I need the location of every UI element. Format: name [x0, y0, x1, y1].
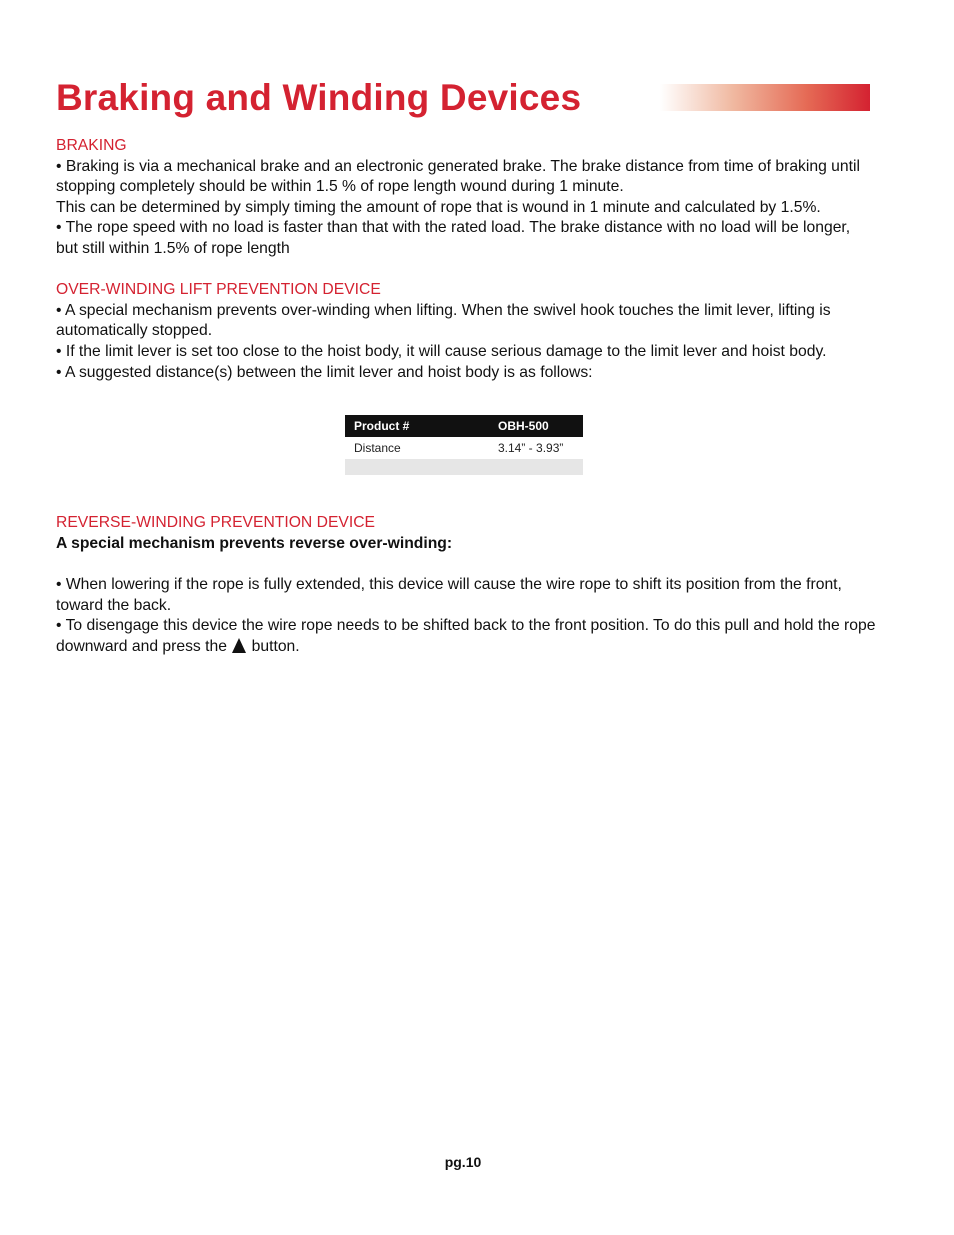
table-empty-row: [345, 459, 583, 475]
main-content: [56, 136, 876, 657]
page-title: Braking and Winding Devices: [56, 77, 582, 118]
title-gradient-bar: [660, 84, 870, 111]
reverse-winding-bold-line: A special mechanism prevents reverse over-winding:: [56, 534, 453, 552]
table-empty-cell: [498, 459, 583, 475]
reverse-winding-paragraph-1: • When lowering if the rope is fully extended, this device will cause the wire rope to shift its position from the front, toward the back.: [56, 575, 842, 614]
distance-table-wrapper: [345, 415, 583, 475]
spacer: [56, 260, 876, 281]
spacer: [56, 475, 876, 513]
up-triangle-icon: [232, 638, 246, 653]
table-row: [345, 437, 583, 459]
title-row: [56, 78, 870, 118]
over-winding-paragraph-2: • If the limit lever is set too close to the hoist body, it will cause serious damage to the limit lever and hoist body.: [56, 342, 827, 360]
reverse-winding-text-before: • To disengage this device the wire rope needs to be shifted back to the front position. To do this pull and hold the rope downward and press the: [56, 617, 876, 655]
reverse-winding-section: [56, 513, 876, 657]
table-empty-cell: [345, 459, 498, 475]
over-winding-heading: OVER-WINDING LIFT PREVENTION DEVICE: [56, 281, 381, 299]
braking-paragraph-1: • Braking is via a mechanical brake and an electronic generated brake. The brake distance from time of braking until stopping completely should be within 1.5 % of rope length wound during 1 minute.: [56, 157, 860, 196]
spacer: [56, 554, 876, 575]
table-cell-value: 3.14” - 3.93”: [498, 440, 564, 455]
braking-heading: BRAKING: [56, 137, 127, 154]
over-winding-section: [56, 280, 876, 383]
reverse-winding-text-after: button.: [251, 637, 300, 655]
braking-paragraph-2: This can be determined by simply timing the amount of rope that is wound in 1 minute and calculated by 1.5%.: [56, 198, 821, 216]
over-winding-paragraph-1: • A special mechanism prevents over-winding when lifting. When the swivel hook touches the limit lever, lifting is automatically stopped.: [56, 301, 831, 340]
over-winding-paragraph-3: • A suggested distance(s) between the limit lever and hoist body is as follows:: [56, 363, 593, 381]
braking-section: [56, 136, 876, 260]
distance-table: [345, 415, 583, 475]
table-cell-label: Distance: [354, 440, 401, 455]
reverse-winding-paragraph-2: [56, 616, 876, 657]
page-number: pg.10: [444, 1154, 482, 1170]
braking-paragraph-3: • The rope speed with no load is faster than that with the rated load. The brake distance with no load will be longer, but still within 1.5% of rope length: [56, 219, 851, 257]
reverse-winding-heading: REVERSE-WINDING PREVENTION DEVICE: [56, 514, 376, 532]
table-header-model: OBH-500: [498, 415, 583, 437]
table-header-row: [345, 415, 583, 437]
table-header-product: Product #: [345, 415, 498, 437]
